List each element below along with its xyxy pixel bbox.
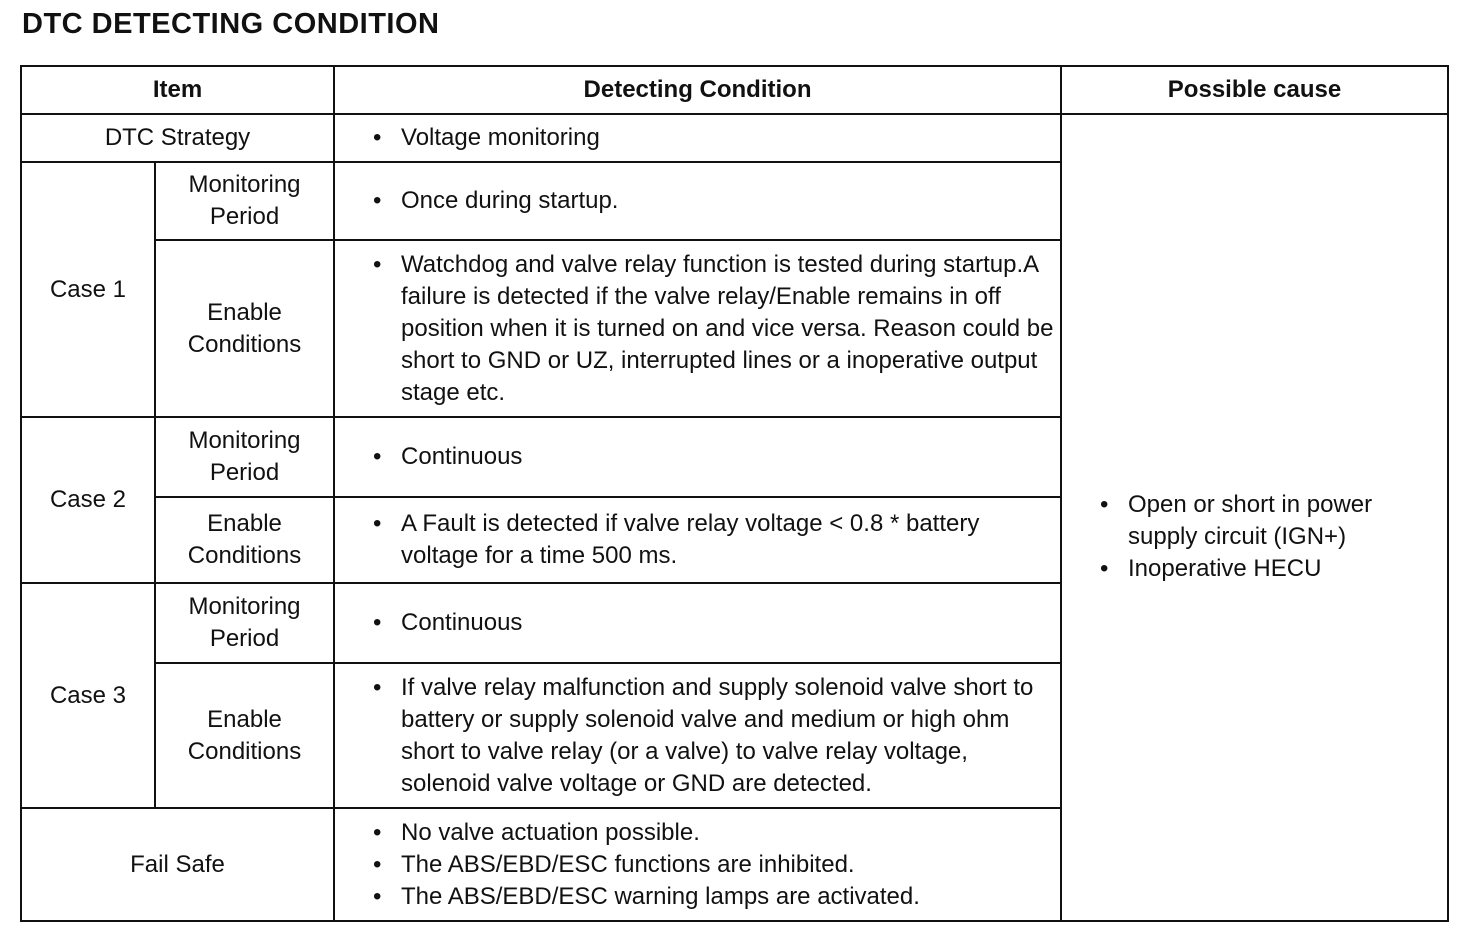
page-title: DTC DETECTING CONDITION [22, 8, 440, 40]
list-item: • No valve actuation possible. [401, 817, 1054, 849]
strategy-conditions [334, 114, 1061, 162]
dtc-table [20, 65, 1449, 922]
enable-conditions-label: Enable Conditions [155, 497, 334, 583]
list-item: • Continuous [401, 607, 1054, 639]
case-1-enable-conditions [334, 240, 1061, 417]
header-row [21, 66, 1448, 114]
case-3-monitoring-period [334, 583, 1061, 663]
list-item: • The ABS/EBD/ESC functions are inhibited. [401, 849, 1054, 881]
list-item: • Watchdog and valve relay function is tested during startup.A failure is detected if the valve relay/Enable remains in off position when it is turned on and vice versa. Reason could be short to GND or UZ, interrupted lines or a inoperative output stage etc. [401, 249, 1054, 409]
enable-conditions-label: Enable Conditions [155, 663, 334, 808]
monitoring-period-label: Monitoring Period [155, 417, 334, 497]
dtc-table-container [20, 65, 1447, 920]
case-3-enable-conditions [334, 663, 1061, 808]
case-2-enable-conditions [334, 497, 1061, 583]
case-2-monitoring-period [334, 417, 1061, 497]
header-possible-cause: Possible cause [1061, 66, 1448, 114]
case-1-label: Case 1 [21, 162, 155, 417]
fail-safe-label: Fail Safe [21, 808, 334, 921]
strategy-label: DTC Strategy [21, 114, 334, 162]
possible-cause-item: • Open or short in power supply circuit (IGN+) [1128, 489, 1439, 553]
list-item: • If valve relay malfunction and supply solenoid valve short to battery or supply solenoid valve and medium or high ohm short to valve relay (or a valve) to valve relay voltage, solenoid valve voltage or GND are detected. [401, 672, 1054, 800]
monitoring-period-label: Monitoring Period [155, 162, 334, 240]
table-row [21, 114, 1448, 162]
header-item: Item [21, 66, 334, 114]
list-item: • Once during startup. [401, 185, 1054, 217]
case-3-label: Case 3 [21, 583, 155, 808]
possible-cause-item: • Inoperative HECU [1128, 553, 1439, 585]
enable-conditions-label: Enable Conditions [155, 240, 334, 417]
header-detecting-condition: Detecting Condition [334, 66, 1061, 114]
case-2-label: Case 2 [21, 417, 155, 583]
list-item: • Voltage monitoring [401, 122, 1054, 154]
list-item: • Continuous [401, 441, 1054, 473]
monitoring-period-label: Monitoring Period [155, 583, 334, 663]
case-1-monitoring-period [334, 162, 1061, 240]
list-item: • The ABS/EBD/ESC warning lamps are activated. [401, 881, 1054, 913]
possible-cause-cell [1061, 114, 1448, 921]
list-item: • A Fault is detected if valve relay voltage < 0.8 * battery voltage for a time 500 ms. [401, 508, 1054, 572]
fail-safe-conditions [334, 808, 1061, 921]
